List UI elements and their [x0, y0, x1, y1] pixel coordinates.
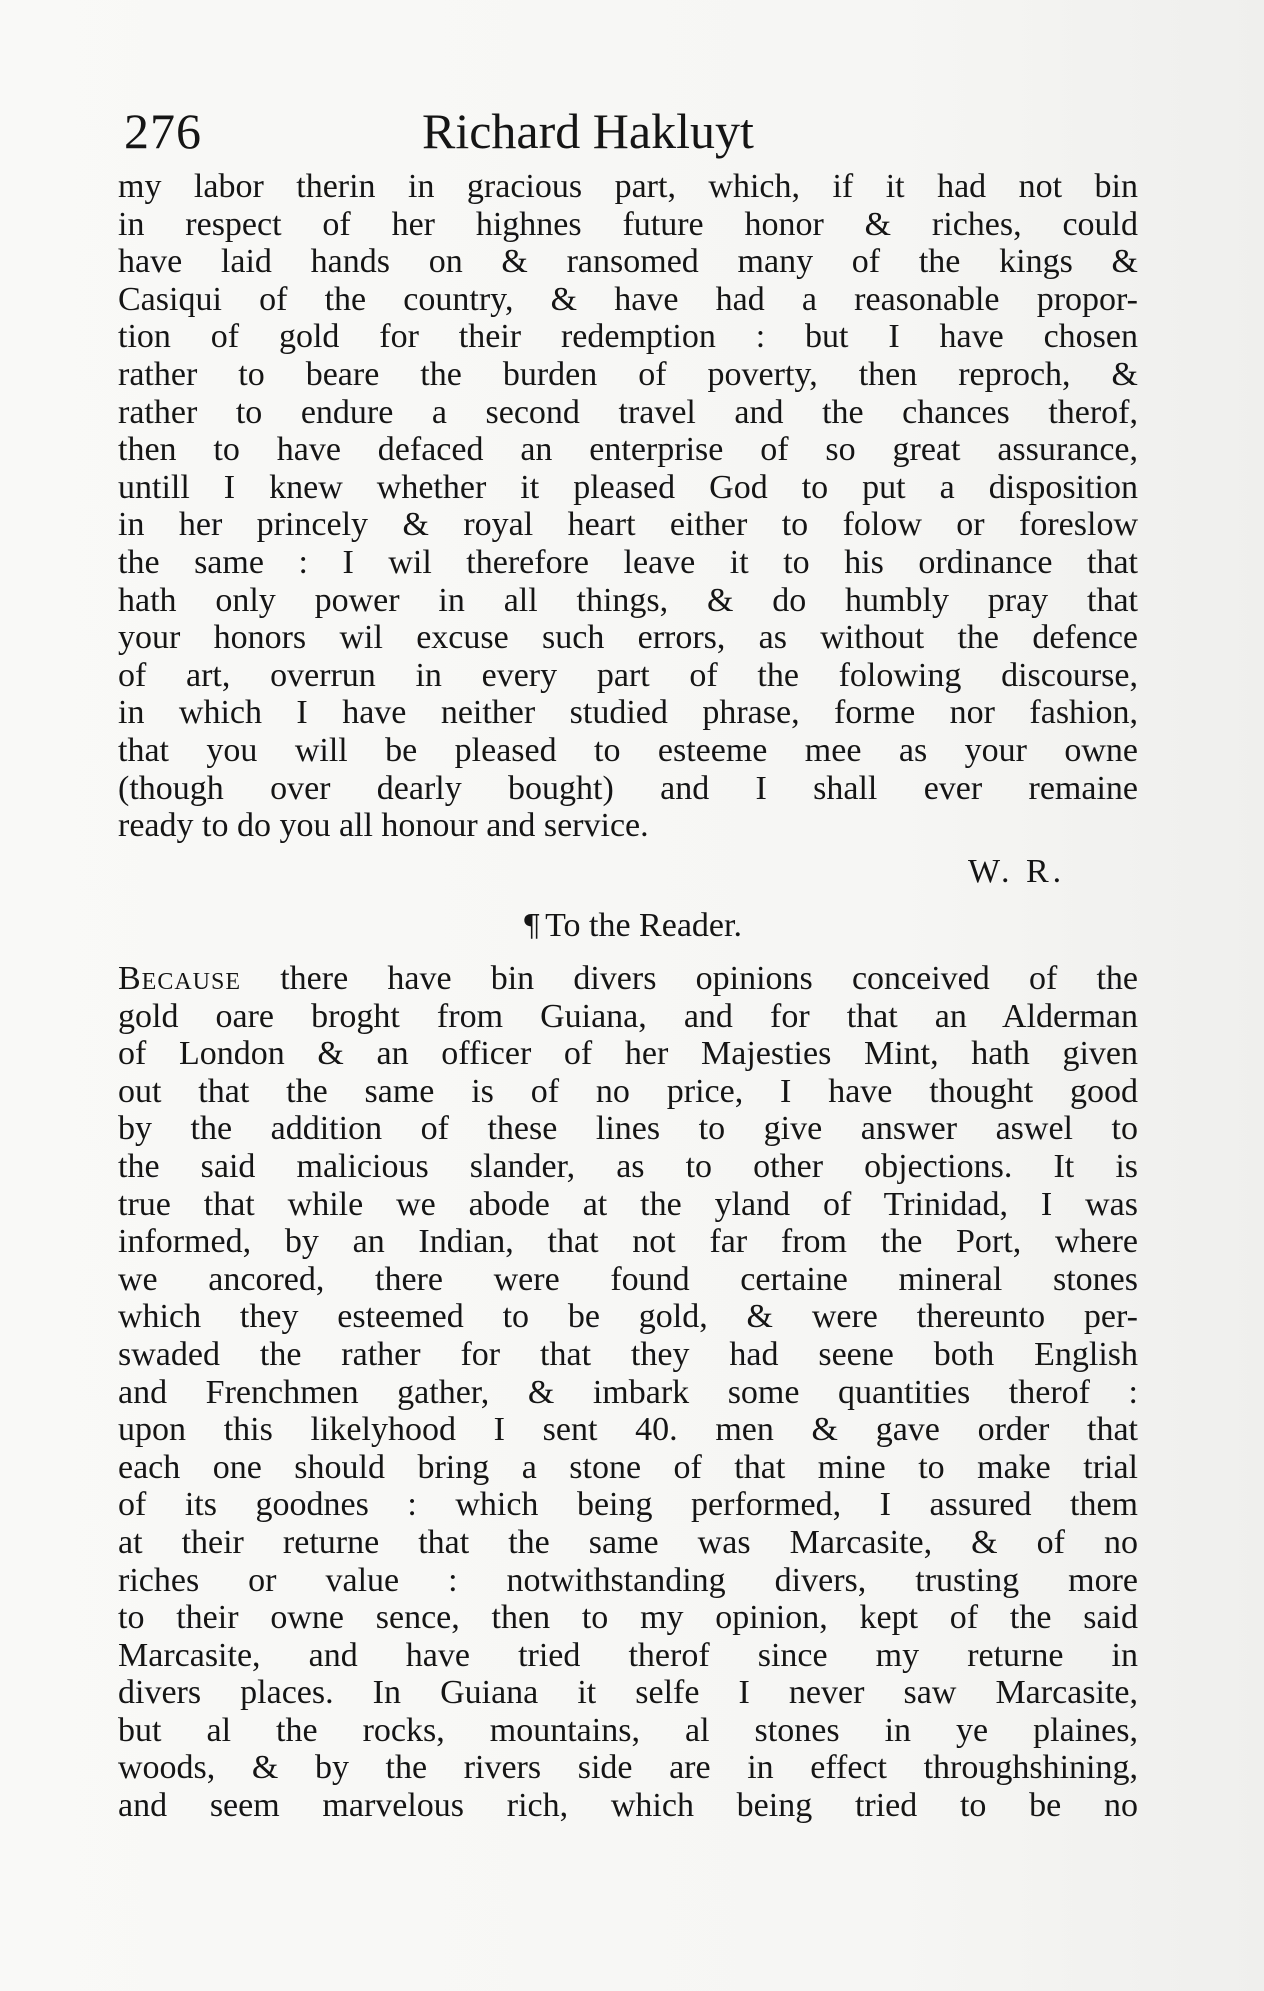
text-line: (though over dearly bought) and I shall ever remaine: [118, 769, 1138, 807]
text-line: informed, by an Indian, that not far from the Port, where: [118, 1223, 1138, 1261]
text-line: my labor therin in gracious part, which, if it had not bin: [118, 168, 1138, 205]
pilcrow-icon: ¶: [522, 909, 542, 944]
text-line: at their returne that the same was Marcasite, & of no: [118, 1523, 1138, 1561]
text-line: but al the rocks, mountains, al stones in ye plaines,: [118, 1711, 1138, 1749]
drop-word: Because: [118, 960, 242, 997]
text-line: and seem marvelous rich, which being tried to be no: [118, 1787, 1138, 1825]
text-line: and Frenchmen gather, & imbark some quantities therof :: [118, 1373, 1138, 1411]
text-line: woods, & by the rivers side are in effect throughshining,: [118, 1749, 1138, 1787]
text-line: upon this likelyhood I sent 40. men & gave order that: [118, 1411, 1138, 1449]
letter-body: [118, 168, 1138, 845]
text-line: the same : I wil therefore leave it to his ordinance that: [118, 543, 1138, 581]
text-line: rather to endure a second travel and the chances therof,: [118, 393, 1138, 431]
signature: W. R.: [968, 853, 1066, 890]
text-line: swaded the rather for that they had seene both English: [118, 1335, 1138, 1373]
text-line: your honors wil excuse such errors, as without the defence: [118, 619, 1138, 657]
first-line-rest: there have bin divers opinions conceived of the: [241, 960, 1138, 997]
text-line: we ancored, there were found certaine mineral stones: [118, 1260, 1138, 1298]
text-line: in her princely & royal heart either to folow or foreslow: [118, 506, 1138, 544]
text-line: in which I have neither studied phrase, forme nor fashion,: [118, 694, 1138, 732]
page-number: 276: [124, 103, 202, 159]
text-line: the said malicious slander, as to other objections. It is: [118, 1147, 1138, 1185]
text-line: of its goodnes : which being performed, I assured them: [118, 1486, 1138, 1524]
text-line: rather to beare the burden of poverty, then reproch, &: [118, 355, 1138, 393]
text-line: gold oare broght from Guiana, and for that an Alderman: [118, 997, 1138, 1035]
text-line-first: [118, 960, 1138, 998]
text-line: Casiqui of the country, & have had a reasonable propor-: [118, 280, 1138, 318]
text-line: hath only power in all things, & do humbly pray that: [118, 581, 1138, 619]
text-line: of London & an officer of her Majesties Mint, hath given: [118, 1035, 1138, 1073]
text-line: of art, overrun in every part of the folowing discourse,: [118, 656, 1138, 694]
section-heading: [0, 906, 1264, 947]
text-line: in respect of her highnes future honor & riches, could: [118, 205, 1138, 243]
text-line: out that the same is of no price, I have thought good: [118, 1072, 1138, 1110]
text-line: ready to do you all honour and service.: [118, 807, 649, 845]
text-line: have laid hands on & ransomed many of the kings &: [118, 243, 1138, 281]
section-heading-text: To the Reader.: [545, 907, 742, 944]
running-head: [124, 96, 844, 166]
running-title: Richard Hakluyt: [422, 103, 754, 159]
text-line: which they esteemed to be gold, & were thereunto per-: [118, 1298, 1138, 1336]
text-line: each one should bring a stone of that mine to make trial: [118, 1448, 1138, 1486]
text-line: untill I knew whether it pleased God to put a disposition: [118, 468, 1138, 506]
text-line: riches or value : notwithstanding divers, trusting more: [118, 1561, 1138, 1599]
reader-body: [118, 960, 1138, 1825]
text-line: Marcasite, and have tried therof since my returne in: [118, 1636, 1138, 1674]
text-line: that you will be pleased to esteeme mee as your owne: [118, 731, 1138, 769]
text-line: then to have defaced an enterprise of so great assurance,: [118, 431, 1138, 469]
text-line: divers places. In Guiana it selfe I never saw Marcasite,: [118, 1674, 1138, 1712]
text-line: tion of gold for their redemption : but I have chosen: [118, 318, 1138, 356]
text-line: by the addition of these lines to give answer aswel to: [118, 1110, 1138, 1148]
text-line: true that while we abode at the yland of Trinidad, I was: [118, 1185, 1138, 1223]
text-line: to their owne sence, then to my opinion, kept of the said: [118, 1599, 1138, 1637]
